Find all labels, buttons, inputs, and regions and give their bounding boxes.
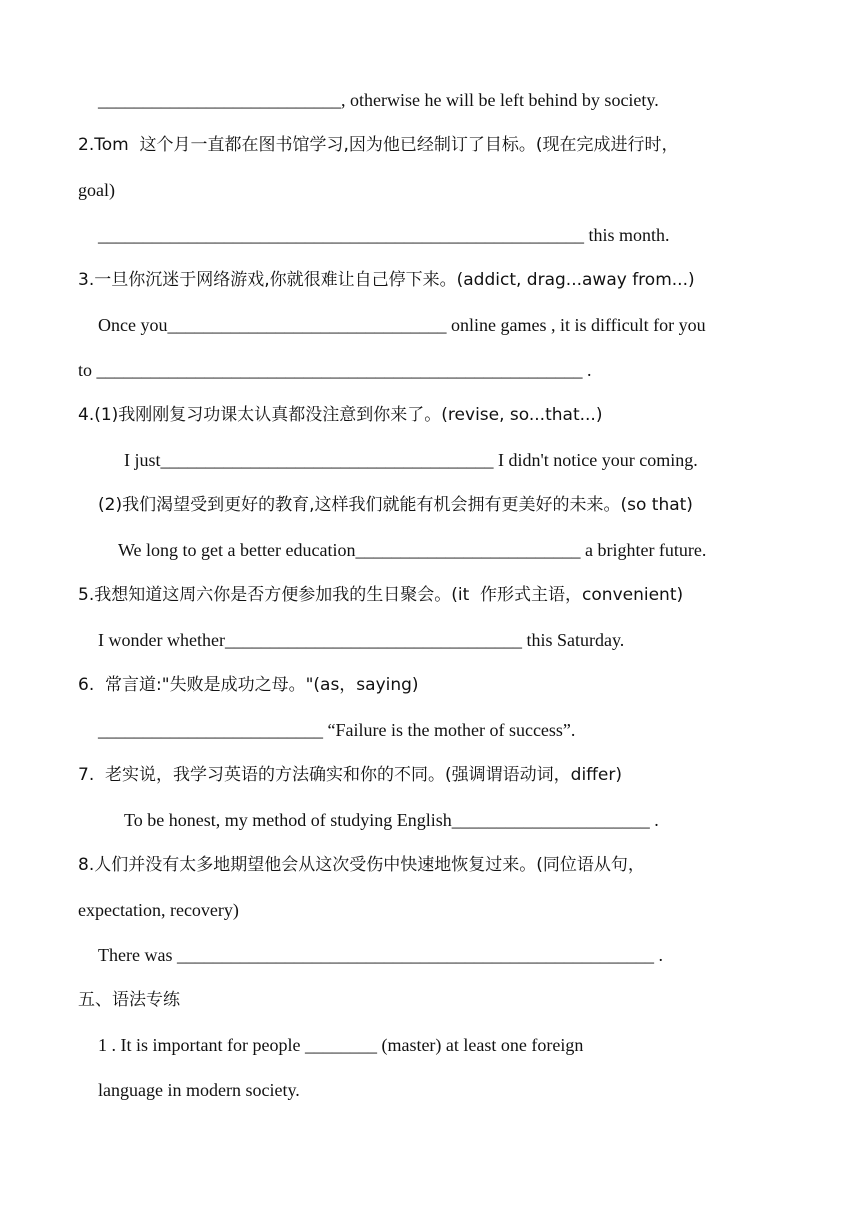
q3-prompt: 3.一旦你沉迷于网络游戏,你就很难让自己停下来。(addict, drag...away from...) <box>78 270 695 290</box>
q8-prompt-cont: expectation, recovery) <box>78 900 239 920</box>
q6-answer-line: _________________________ “Failure is the mother of success”. <box>98 720 576 740</box>
q6-prompt: 6. 常言道:"失败是成功之母。"(as，saying) <box>78 675 419 695</box>
q2-prompt-cont: goal) <box>78 180 115 200</box>
grammar-q1-cont: language in modern society. <box>98 1080 300 1100</box>
q8-prompt: 8.人们并没有太多地期望他会从这次受伤中快速地恢复过来。(同位语从句， <box>78 855 645 875</box>
q2-prompt: 2.Tom 这个月一直都在图书馆学习,因为他已经制订了目标。(现在完成进行时， <box>78 135 679 155</box>
q3-answer-line: Once you_______________________________ online games , it is difficult for you <box>98 315 706 335</box>
q4-1-answer-line: I just_____________________________________ I didn't notice your coming. <box>124 450 698 470</box>
q3-answer-line-cont: to ______________________________________________________ . <box>78 360 592 380</box>
q5-answer-line: I wonder whether_________________________________ this Saturday. <box>98 630 625 650</box>
q8-answer-line: There was _____________________________________________________ . <box>98 945 663 965</box>
q7-prompt: 7. 老实说，我学习英语的方法确实和你的不同。(强调谓语动词，differ) <box>78 765 622 785</box>
q5-prompt: 5.我想知道这周六你是否方便参加我的生日聚会。(it 作形式主语，convenient) <box>78 585 684 605</box>
grammar-q1: 1 . It is important for people ________ (master) at least one foreign <box>98 1035 584 1055</box>
q4-2-prompt: (2)我们渴望受到更好的教育,这样我们就能有机会拥有更美好的未来。(so that) <box>98 495 693 515</box>
q7-answer-line: To be honest, my method of studying English______________________ . <box>124 810 659 830</box>
q4-prompt: 4.(1)我刚刚复习功课太认真都没注意到你来了。(revise, so...that...) <box>78 405 603 425</box>
q2-answer-line: ______________________________________________________ this month. <box>98 225 670 245</box>
q1-answer-line: ___________________________, otherwise he will be left behind by society. <box>98 90 659 110</box>
q4-2-answer-line: We long to get a better education_________________________ a brighter future. <box>118 540 707 560</box>
section-five-heading: 五、语法专练 <box>78 990 180 1010</box>
